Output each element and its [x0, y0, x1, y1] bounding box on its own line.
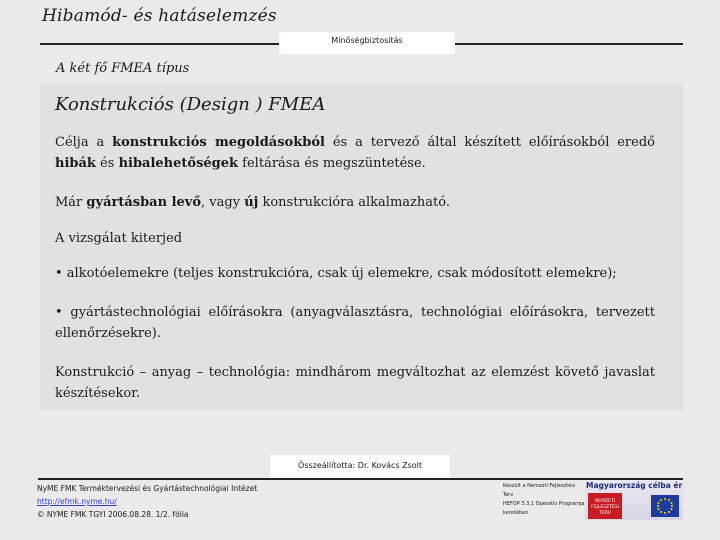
bullet-components: • alkotóelemekre (teljes konstrukcióra, csak új elemekre, csak módosított elemekre);: [55, 266, 617, 281]
eu-flag-icon: [651, 495, 679, 517]
paragraph-conclusion: Konstrukció – anyag – technológia: mindhárom megváltozhat az elemzést követő javaslat készítésekor.: [55, 365, 655, 401]
funding-line-2: HEFOP 3.3.1 Operatív Programja: [503, 501, 585, 507]
bottom-divider: [38, 478, 683, 480]
banner-slogan: Magyarország célba ér: [586, 481, 683, 490]
section-heading: Konstrukciós (Design ) FMEA: [55, 94, 326, 115]
paragraph-scope-intro: A vizsgálat kiterjed: [55, 231, 183, 246]
paragraph-applicability: Már gyártásban levő, vagy új konstrukcióra alkalmazható.: [55, 195, 450, 210]
footer-institute: NyME FMK Terméktervezési és Gyártástechnológiai Intézet: [37, 484, 258, 493]
author-box: [270, 455, 450, 479]
funding-line-1: Készült a Nemzeti Fejlesztési Terv: [503, 483, 576, 498]
slide-title: Hibamód- és hatáselemzés: [42, 6, 277, 26]
bullet-technology: • gyártástechnológiai előírásokra (anyagválasztásra, technológiai előírásokra, tervezett ellenőrzésekre).: [55, 305, 655, 341]
topic-label-box: [279, 32, 455, 54]
section-subtitle: A két fő FMEA típus: [56, 61, 190, 76]
sponsor-banner: [585, 481, 683, 520]
funding-note: [503, 482, 585, 518]
footer-info: [37, 482, 257, 521]
author-label: Összeállította: Dr. Kovács Zsolt: [298, 461, 422, 470]
footer-link[interactable]: http://efmk.nyme.hu/: [37, 497, 117, 506]
footer-copyright: © NYME FMK TGYI 2006.08.28. 1/2. fólia: [37, 510, 189, 519]
topic-label: Minőségbiztosítás: [331, 36, 403, 45]
paragraph-purpose: Célja a konstrukciós megoldásokból és a tervező által készített előírásokból eredő hibák és hibalehetőségek feltárása és megszüntetése.: [55, 135, 655, 171]
nft-logo: NEMZETI FEJLESZTÉSI TERV: [588, 493, 622, 519]
funding-line-3: keretében: [503, 510, 529, 516]
